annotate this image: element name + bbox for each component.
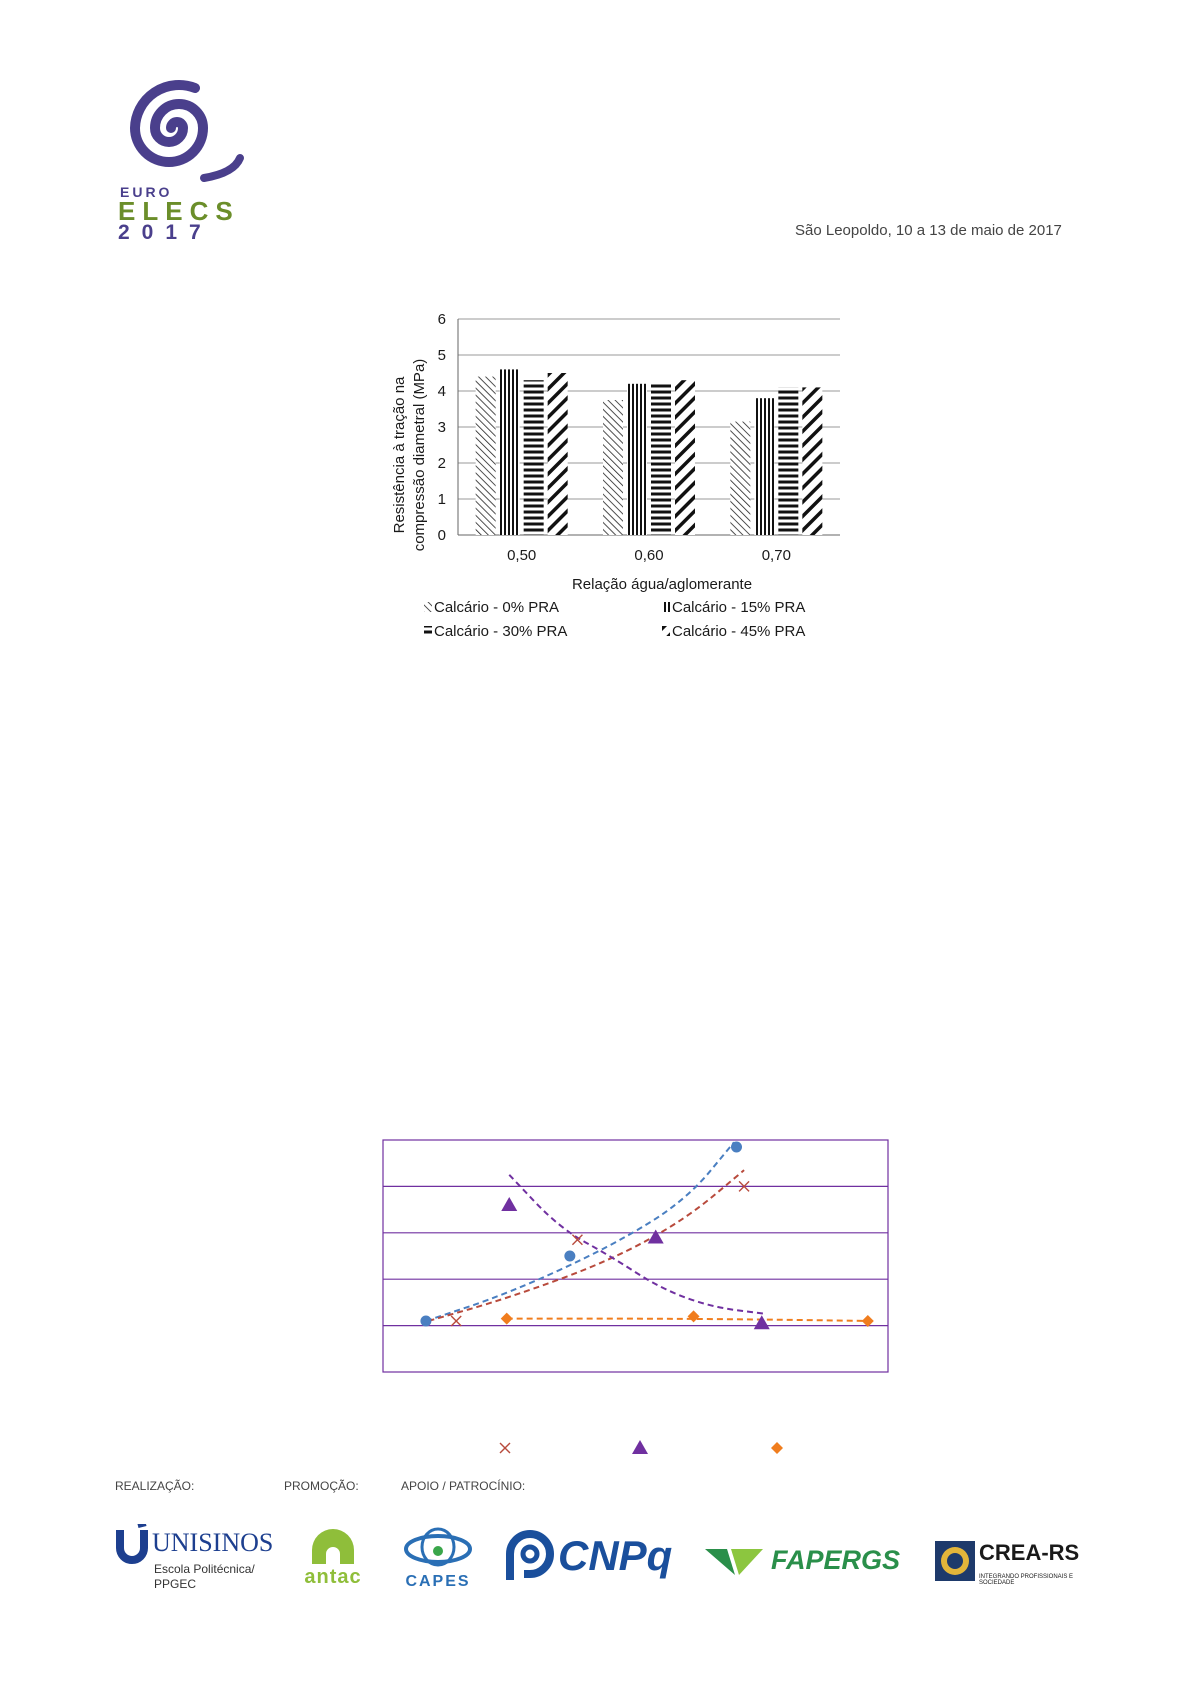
scatter-trendline <box>507 1319 873 1321</box>
header-date: São Leopoldo, 10 a 13 de maio de 2017 <box>795 222 1062 239</box>
bar-category-label: 0,50 <box>507 547 537 564</box>
scatter-plot-area <box>383 1140 888 1372</box>
legend-label: Calcário - 45% PRA <box>672 623 806 640</box>
capes-name: CAPES <box>405 1573 471 1590</box>
bar-ytick-label: 5 <box>437 347 446 364</box>
scatter-chart-grid <box>383 1186 888 1325</box>
capes-emblem-icon <box>402 1525 474 1573</box>
bar-chart-xlabel: Relação água/aglomerante <box>571 576 753 593</box>
fapergs-logo <box>705 1543 905 1583</box>
scatter-point <box>572 1235 582 1245</box>
realizacao-label: REALIZAÇÃO: <box>115 1479 195 1493</box>
unisinos-sub-2: PPGEC <box>154 1577 197 1591</box>
scatter-point <box>564 1251 575 1262</box>
bar-chart-bars <box>476 369 823 535</box>
unisinos-u-icon <box>114 1524 154 1568</box>
bar <box>778 387 798 535</box>
bar <box>651 382 671 535</box>
scatter-chart <box>380 1132 900 1462</box>
bar <box>548 373 568 535</box>
scatter-chart-points <box>420 1141 873 1329</box>
crea-seal-icon <box>934 1540 976 1582</box>
bar <box>754 398 774 535</box>
fapergs-emblem-icon <box>705 1547 765 1577</box>
bar-chart-ytick-labels <box>438 311 446 544</box>
scatter-point <box>731 1141 742 1152</box>
antac-arch-icon <box>308 1528 358 1564</box>
scatter-chart-trendlines <box>426 1142 873 1321</box>
bar-chart <box>380 300 880 655</box>
bar-chart-legend <box>424 599 805 640</box>
promocao-label: PROMOÇÃO: <box>284 1479 359 1493</box>
unisinos-name: UNISINOS <box>152 1528 274 1557</box>
scatter-legend-marker <box>632 1440 648 1454</box>
legend-swatch <box>424 626 432 636</box>
logo-year-text: 2017 <box>118 221 213 244</box>
bar-chart-category-labels <box>507 547 791 564</box>
unisinos-logo <box>114 1522 274 1592</box>
logo-euro-text: EURO <box>120 184 173 200</box>
bar <box>730 422 750 535</box>
scatter-point <box>501 1197 517 1211</box>
scatter-trendline <box>426 1142 734 1321</box>
bar-ytick-label: 6 <box>437 311 446 328</box>
bar <box>627 384 647 535</box>
antac-logo <box>293 1528 373 1592</box>
crea-sub: INTEGRANDO PROFISSIONAIS E SOCIEDADE <box>979 1574 1074 1586</box>
legend-swatch <box>662 626 670 636</box>
apoio-label: APOIO / PATROCÍNIO: <box>401 1479 526 1493</box>
scatter-point <box>501 1313 513 1325</box>
scatter-point <box>451 1316 461 1326</box>
bar-category-label: 0,70 <box>761 547 791 564</box>
bar-ytick-label: 4 <box>437 383 446 400</box>
bar-ytick-label: 2 <box>437 455 446 472</box>
legend-swatch <box>662 602 670 612</box>
scatter-point <box>420 1315 431 1326</box>
unisinos-sub-1: Escola Politécnica/ <box>154 1562 255 1576</box>
bar <box>675 380 695 535</box>
scatter-point <box>688 1310 700 1322</box>
bar-ytick-label: 3 <box>437 419 446 436</box>
bar-ytick-label: 1 <box>437 491 446 508</box>
crea-logo <box>934 1540 1094 1586</box>
scatter-trendline <box>428 1170 744 1321</box>
bar <box>500 369 520 535</box>
legend-label: Calcário - 0% PRA <box>434 599 560 616</box>
capes-logo <box>400 1525 476 1593</box>
scatter-legend-marker <box>771 1442 783 1454</box>
spiral-logo-icon <box>108 68 248 188</box>
bar <box>476 377 496 535</box>
legend-swatch <box>424 602 432 612</box>
bar-chart-ylabel-line-2: compressão diametral (MPa) <box>411 358 428 552</box>
bar-category-label: 0,60 <box>634 547 664 564</box>
fapergs-name: FAPERGS <box>771 1545 901 1575</box>
scatter-legend-marker <box>500 1443 510 1453</box>
antac-name: antac <box>304 1566 362 1588</box>
cnpq-emblem-icon <box>504 1530 558 1586</box>
bar <box>802 387 822 535</box>
cnpq-logo <box>504 1530 679 1590</box>
bar-ytick-label: 0 <box>437 527 446 544</box>
bar <box>524 380 544 535</box>
cnpq-name: CNPq <box>558 1532 673 1579</box>
crea-name: CREA-RS <box>979 1540 1080 1565</box>
legend-label: Calcário - 15% PRA <box>672 599 806 616</box>
bar-chart-ylabel-line-1: Resistência à tração na <box>391 376 408 534</box>
scatter-chart-legend <box>380 1440 783 1454</box>
legend-label: Calcário - 30% PRA <box>434 623 568 640</box>
logo-elecs-text: ELECS <box>118 196 240 226</box>
bar <box>603 400 623 535</box>
scatter-point <box>754 1315 770 1329</box>
